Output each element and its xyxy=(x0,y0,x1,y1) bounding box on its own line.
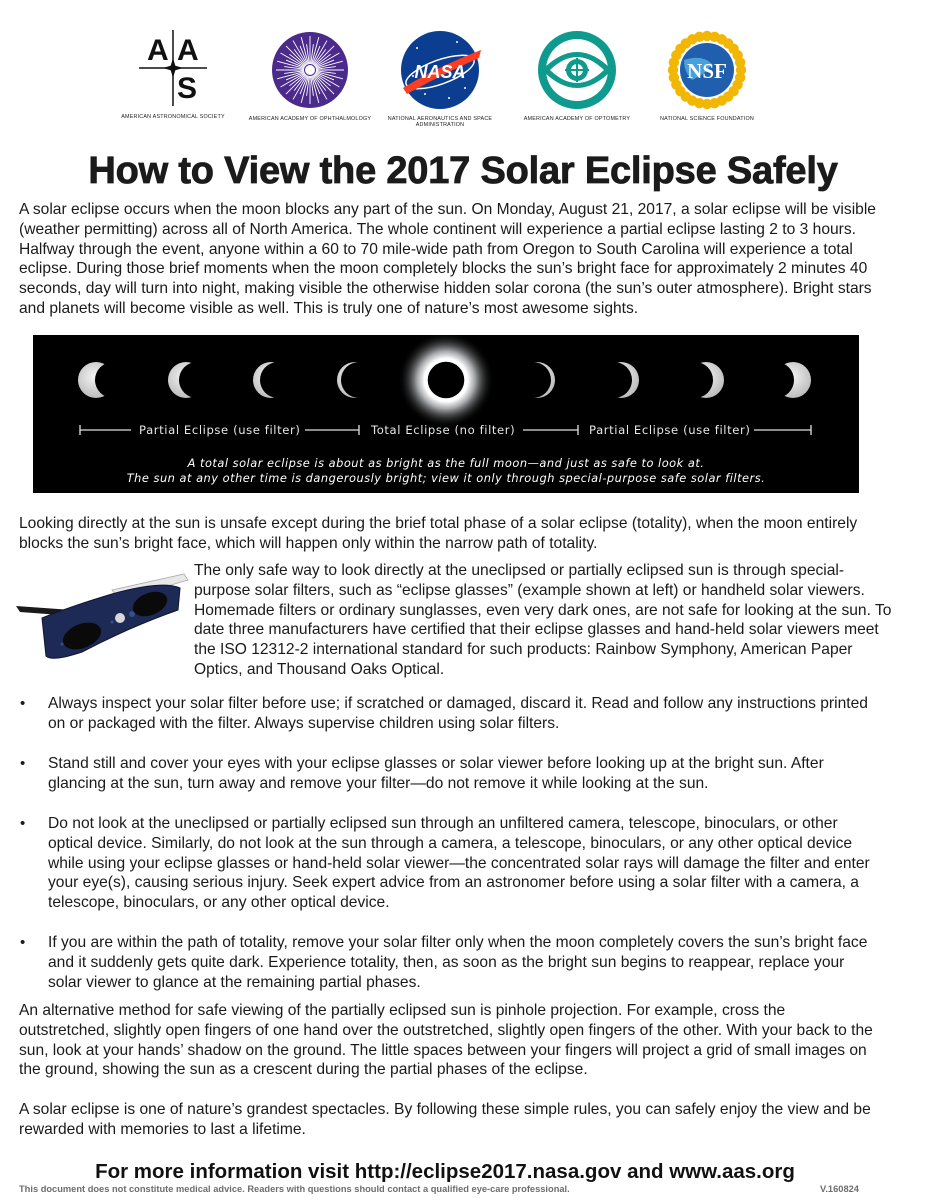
banner-note-line2: The sun at any other time is dangerously bright; view it only through special-purpose safe solar filters. xyxy=(126,471,766,485)
list-item xyxy=(19,694,877,734)
eclipse-phases-banner xyxy=(33,335,859,493)
nsf-logo xyxy=(632,28,782,122)
looking-directly-paragraph: Looking directly at the sun is unsafe except during the brief total phase of a solar eclipse (totality), when the moon entirely blocks the sun’s bright face, which will happen only within the narrow path of totality. xyxy=(19,515,858,552)
more-info-link[interactable]: For more information visit http://eclipse2017.nasa.gov and www.aas.org xyxy=(95,1160,795,1183)
medical-disclaimer: This document does not constitute medical advice. Readers with questions should contact a qualified eye-care professional. xyxy=(19,1184,570,1194)
nsf-mark-text: NSF xyxy=(687,59,727,83)
nasa-caption: NATIONAL AERONAUTICS AND SPACE ADMINISTRATION xyxy=(387,116,493,129)
aao-caption: AMERICAN ACADEMY OF OPHTHALMOLOGY xyxy=(248,116,372,122)
sponsor-logos xyxy=(0,28,926,148)
intro-paragraph: A solar eclipse occurs when the moon blocks any part of the sun. On Monday, August 21, 2017, a solar eclipse will be visible (weather permitting) across all of North America. The whole continent will experience a partial eclipse lasting 2 to 3 hours. Halfway through the event, anyone within a 60 to 70 mile-wide path from Oregon to South Carolina will experience a total eclipse. During those brief moments when the moon completely blocks the sun’s bright face for approximately 2 minutes 40 seconds, day will turn into night, making visible the otherwise hidden solar corona (the sun’s outer atmosphere). Bright stars and planets will become visible as well. This is truly one of nature’s most awesome sights. xyxy=(19,201,876,317)
list-item xyxy=(19,933,877,992)
aao-logo xyxy=(235,28,385,122)
optometry-eye-icon xyxy=(532,28,622,112)
partial-eclipse-right-label: Partial Eclipse (use filter) xyxy=(589,423,751,437)
bullet-marker: • xyxy=(20,934,26,951)
bullet-marker: • xyxy=(20,695,26,712)
total-eclipse-label: Total Eclipse (no filter) xyxy=(371,423,516,437)
safe-viewing-paragraph: The only safe way to look directly at the uneclipsed or partially eclipsed sun is through special-purpose solar filters, such as “eclipse glasses” (example shown at left) or handheld solar viewers. Homemade filters or ordinary sunglasses, even very dark ones, are not safe for looking at the sun. To date three manufacturers have certified that their eclipse glasses and hand-held solar viewers meet the ISO 12312-2 international standard for such products: Rainbow Symphony, American Paper Optics, and Thousand Oaks Optical. xyxy=(194,562,892,678)
aas-logo xyxy=(98,28,248,120)
nasa-mark-text: NASA xyxy=(414,62,466,82)
bullet-marker: • xyxy=(20,755,26,772)
aas-mark-icon xyxy=(133,28,213,110)
list-item xyxy=(19,814,877,913)
page-title: How to View the 2017 Solar Eclipse Safely xyxy=(88,150,838,192)
partial-eclipse-left-label: Partial Eclipse (use filter) xyxy=(139,423,301,437)
bullet-text: Stand still and cover your eyes with your eclipse glasses or solar viewer before looking up at the bright sun. After glancing at the sun, turn away and remove your filter—do not remove it while looking at the sun. xyxy=(48,755,824,792)
banner-note-line1: A total solar eclipse is about as bright as the full moon—and just as safe to look at. xyxy=(187,456,705,470)
nsf-caption: NATIONAL SCIENCE FOUNDATION xyxy=(660,116,754,122)
svg-text:A: A xyxy=(177,34,199,67)
eclipse-glasses-image xyxy=(12,570,192,670)
nasa-logo xyxy=(365,28,515,129)
aao-starburst-icon xyxy=(268,28,352,112)
bullet-text: Always inspect your solar filter before use; if scratched or damaged, discard it. Read and follow any instructions printed on or packaged with the filter. Always supervise children using solar filters. xyxy=(48,695,868,732)
aas-caption: AMERICAN ASTRONOMICAL SOCIETY xyxy=(121,114,225,120)
closing-paragraph: A solar eclipse is one of nature’s grandest spectacles. By following these simple rules, you can safely enjoy the view and be rewarded with memories to last a lifetime. xyxy=(19,1101,871,1138)
aaopt-logo xyxy=(502,28,652,122)
aaopt-caption: AMERICAN ACADEMY OF OPTOMETRY xyxy=(523,116,631,122)
bullet-marker: • xyxy=(20,815,26,832)
pinhole-projection-paragraph: An alternative method for safe viewing of the partially eclipsed sun is pinhole projection. For example, cross the outstretched, slightly open fingers of one hand over the outstretched, slightly open fingers of the other. With your back to the sun, look at your hands’ shadow on the ground. The little spaces between your fingers will project a grid of small images on the ground, showing the sun as a crescent during the partial phases of the eclipse. xyxy=(19,1002,873,1079)
list-item xyxy=(19,754,877,794)
version-label: V.160824 xyxy=(820,1184,859,1194)
bullet-text: If you are within the path of totality, remove your solar filter only when the moon completely covers the sun’s bright face and it suddenly gets quite dark. Experience totality, then, as soon as the bright sun begins to reappear, replace your solar viewer to glance at the remaining partial phases. xyxy=(48,934,868,991)
bullet-text: Do not look at the uneclipsed or partially eclipsed sun through an unfiltered camera, telescope, binoculars, or other optical device. Similarly, do not look at the sun through a camera, a telescope, binoculars, or any other optical device while using your eclipse glasses or hand-held solar viewer—the concentrated solar rays will damage the filter and enter your eye(s), causing serious injury. Seek expert advice from an astronomer before using a solar filter with a camera, a telescope, binoculars, or any other optical device. xyxy=(48,815,870,912)
nsf-seal-icon xyxy=(662,28,752,112)
svg-text:S: S xyxy=(177,72,198,105)
nasa-meatball-icon xyxy=(395,28,485,112)
svg-text:A: A xyxy=(147,34,169,67)
